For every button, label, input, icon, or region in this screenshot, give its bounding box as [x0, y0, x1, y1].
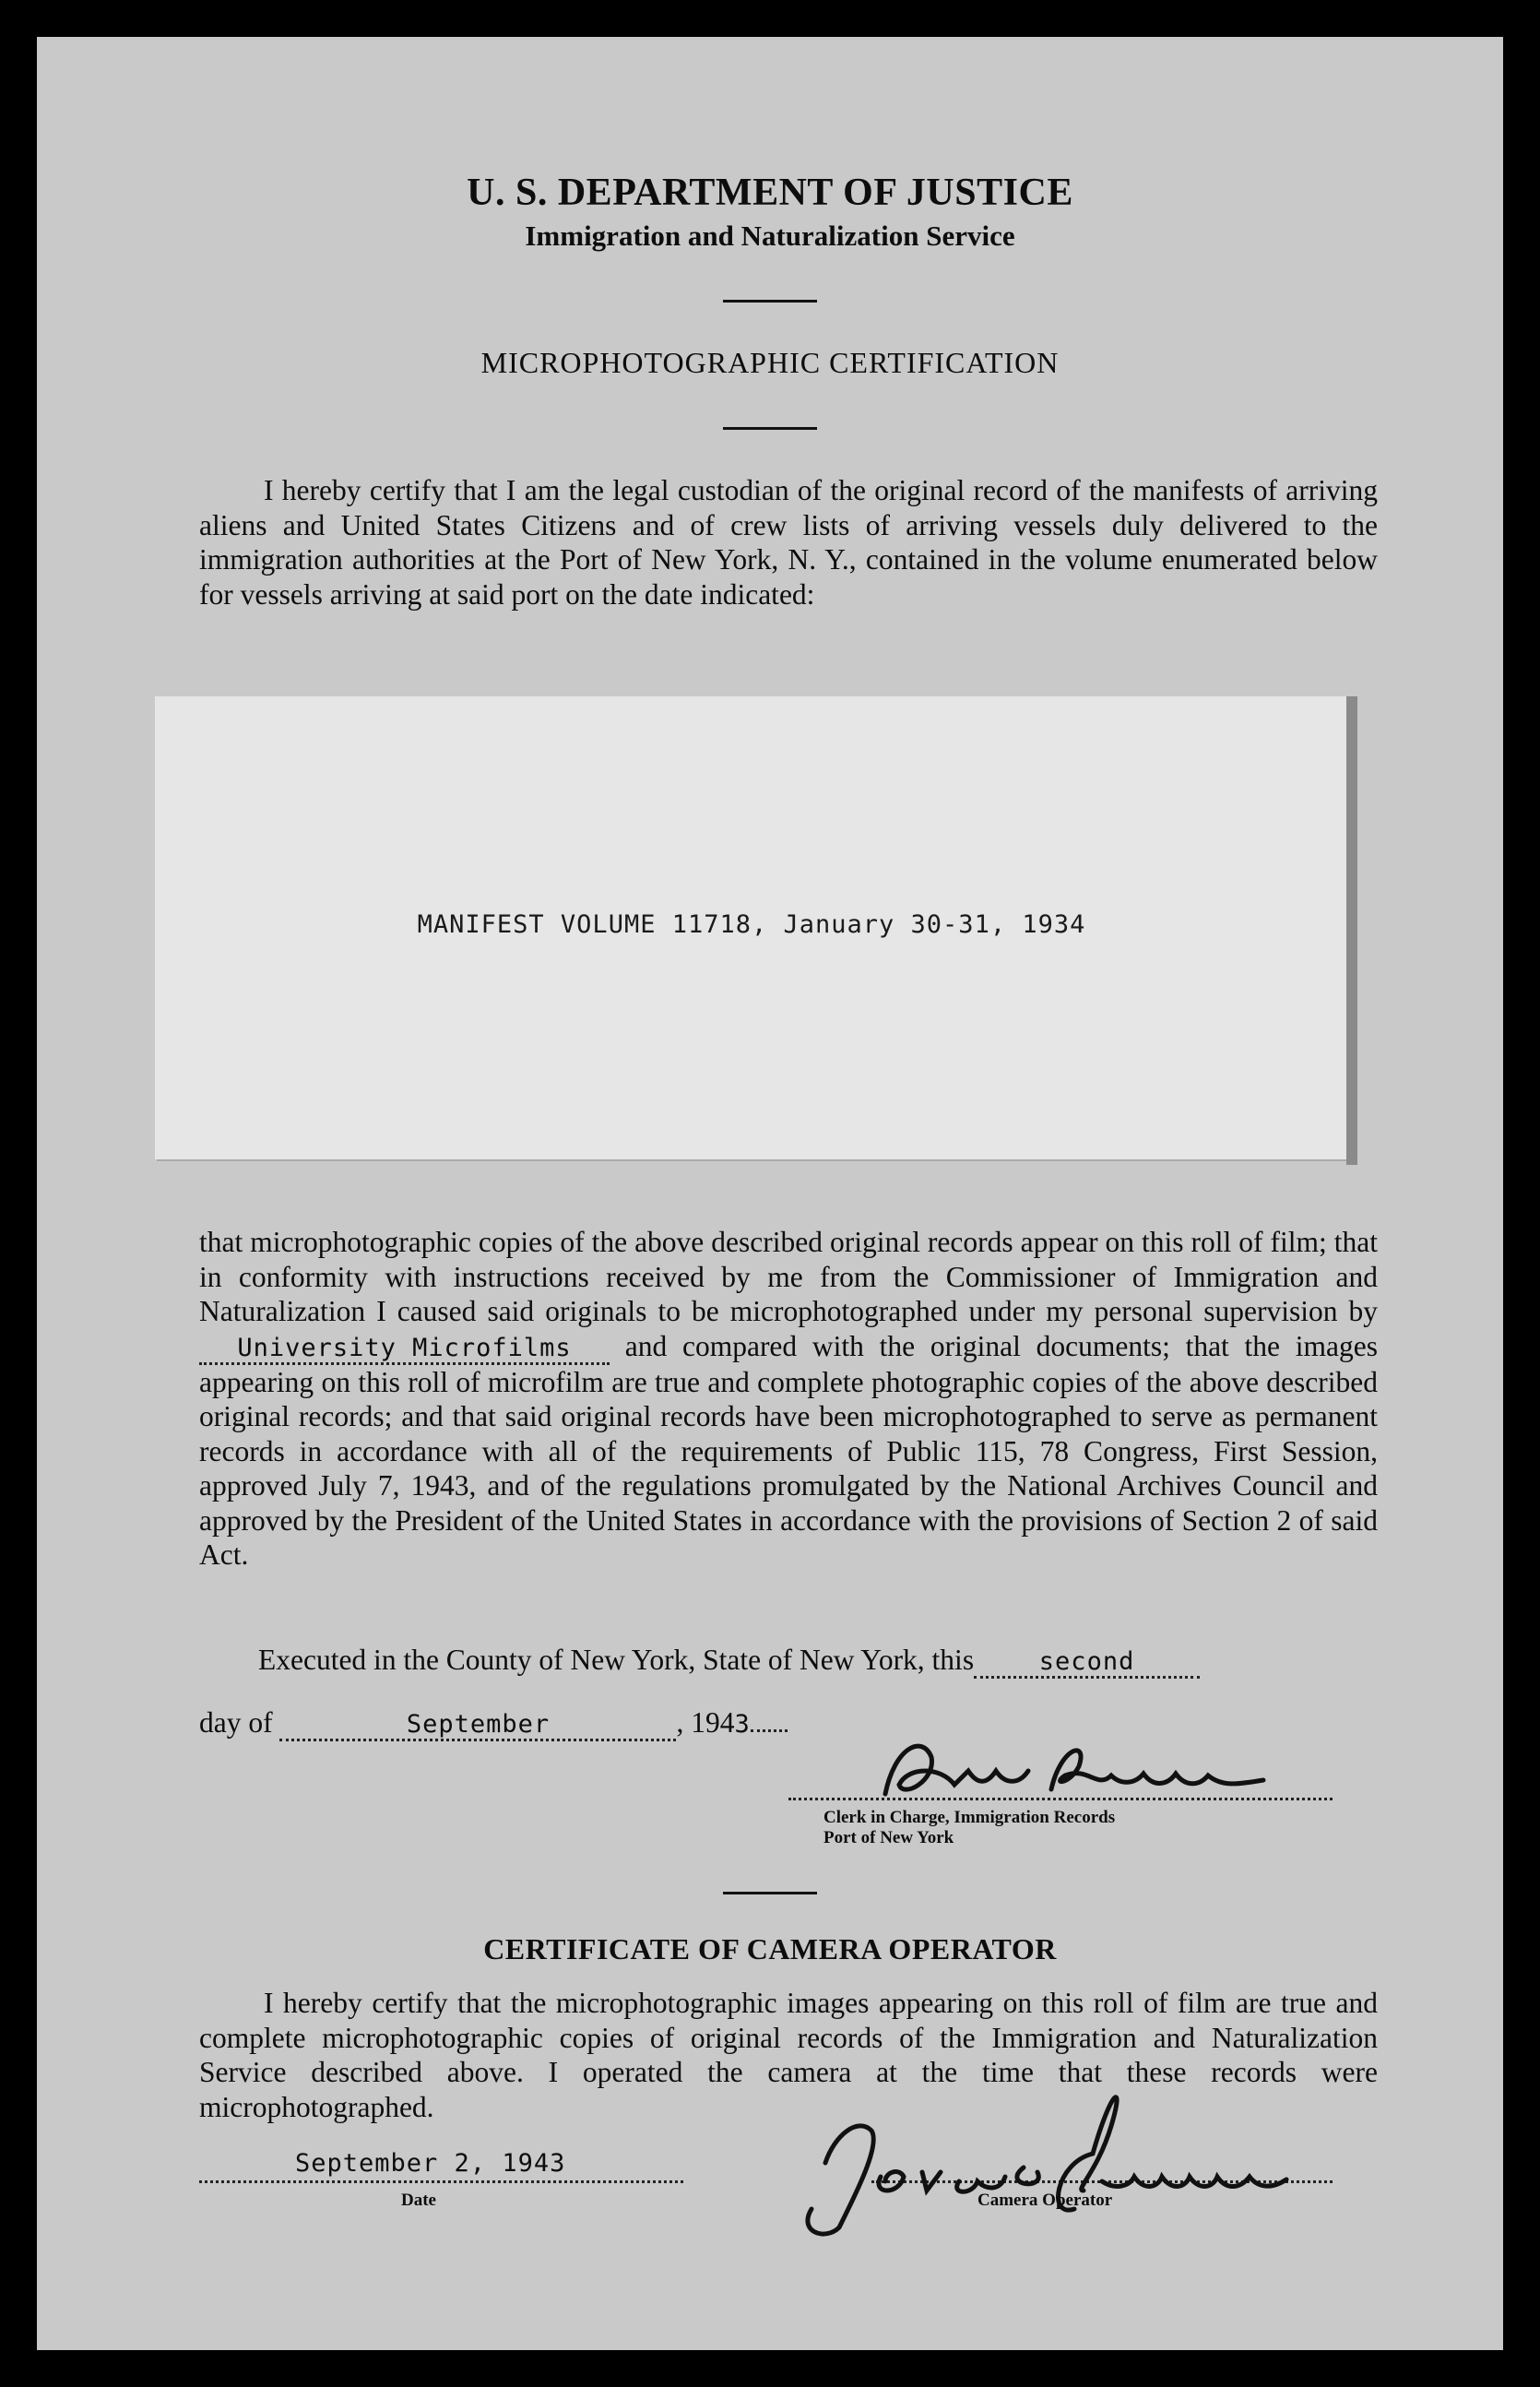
year-dots: [751, 1729, 788, 1732]
photographed-by-field: University Microfilms: [199, 1335, 610, 1365]
volume-label: MANIFEST VOLUME 11718, January 30-31, 1934: [417, 910, 1086, 939]
date-caption: Date: [401, 2191, 436, 2210]
certification-sheet: [37, 37, 1503, 2350]
camera-certificate-paragraph: I hereby certify that the microphotographic images appearing on this roll of film are true and complete microphotographic copies of original records of the Immigration and Naturalization Service described above. I operated the camera at the time that these records were microphotographed.: [199, 1987, 1378, 2123]
year-digit: 3: [734, 1710, 751, 1739]
service-subtitle: Immigration and Naturalization Service: [525, 220, 1015, 252]
certificate-title: MICROPHOTOGRAPHIC CERTIFICATION: [480, 346, 1060, 379]
body-text-part1: that microphotographic copies of the above described original records appear on this roll of film; that in conformity with instructions received by me from the Commissioner of Immigration and Naturalization I caused said originals to be microphotographed under my personal supervision by: [199, 1226, 1378, 1327]
divider-rule-1: [723, 300, 817, 303]
execution-line: [258, 1644, 1200, 1679]
clerk-signature: [867, 1729, 1291, 1812]
operator-signature: [770, 2080, 1323, 2241]
clerk-caption-port: Port of New York: [823, 1828, 954, 1847]
clerk-caption-title: Clerk in Charge, Immigration Records: [823, 1808, 1116, 1827]
camera-certificate-title: CERTIFICATE OF CAMERA OPERATOR: [483, 1932, 1057, 1965]
year-prefix: , 194: [676, 1706, 735, 1739]
execution-month-field: September: [279, 1711, 676, 1741]
camera-date-value: September 2, 1943: [295, 2149, 566, 2178]
department-title: U. S. DEPARTMENT OF JUSTICE: [467, 172, 1073, 214]
intro-paragraph: I hereby certify that I am the legal custodian of the original record of the manifests of arriving aliens and United States Citizens and of crew lists of arriving vessels duly delivered to the immigration authorities at the Port of New York, N. Y., contained in the volume enumerated below for vessels arriving at said port on the date indicated:: [199, 474, 1378, 611]
body-paragraph: [199, 1225, 1378, 1573]
execution-day-field: second: [974, 1648, 1200, 1679]
clerk-caption: [823, 1808, 1115, 1848]
operator-caption: Camera Operator: [977, 2191, 1113, 2210]
day-of-label: day of: [199, 1706, 273, 1739]
date-line: [199, 2179, 683, 2183]
divider-rule-3: [723, 1892, 817, 1894]
execution-prefix: Executed in the County of New York, State of New York, this: [258, 1644, 975, 1676]
execution-date-line: [199, 1706, 788, 1741]
volume-label-card: [155, 696, 1348, 1159]
divider-rule-2: [723, 427, 817, 430]
body-text-part2: and compared with the original documents; that the images appearing on this roll of microfilm are true and complete photographic copies of the above described original records; and that said original records have been microphotographed to serve as permanent records in accordance with all of the requirements of Public 115, 78 Congress, First Session, approved July 7, 1943, and of the regulations promulgated by the National Archives Council and approved by the President of the United States in accordance with the provisions of Section 2 of said Act.: [199, 1329, 1379, 1571]
